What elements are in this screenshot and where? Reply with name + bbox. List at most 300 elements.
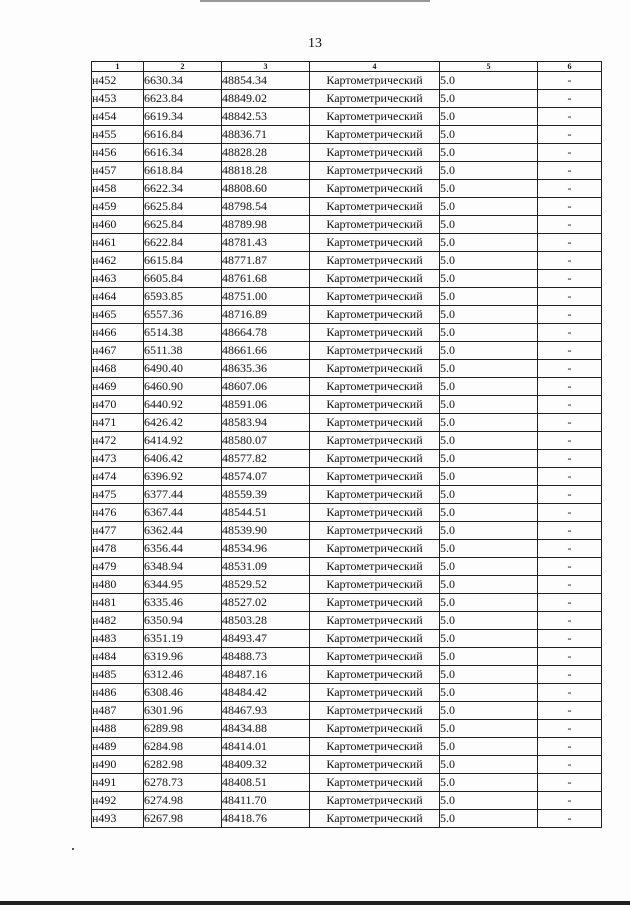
point-id-cell: н490 (92, 756, 144, 774)
method-cell: Картометрический (310, 90, 440, 108)
point-id-cell: н485 (92, 666, 144, 684)
scan-speck (72, 848, 74, 850)
y-coordinate-cell: 48716.89 (222, 306, 310, 324)
column-header: 4 (310, 62, 440, 72)
method-cell: Картометрический (310, 540, 440, 558)
x-coordinate-cell: 6593.85 (144, 288, 222, 306)
table-row (92, 810, 602, 828)
note-cell: - (538, 72, 602, 90)
y-coordinate-cell: 48488.73 (222, 648, 310, 666)
method-cell: Картометрический (310, 648, 440, 666)
note-cell: - (538, 162, 602, 180)
table-row (92, 594, 602, 612)
point-id-cell: н455 (92, 126, 144, 144)
accuracy-cell: 5.0 (440, 396, 538, 414)
table-row (92, 216, 602, 234)
note-cell: - (538, 486, 602, 504)
y-coordinate-cell: 48559.39 (222, 486, 310, 504)
x-coordinate-cell: 6619.34 (144, 108, 222, 126)
x-coordinate-cell: 6284.98 (144, 738, 222, 756)
table-row (92, 162, 602, 180)
x-coordinate-cell: 6622.84 (144, 234, 222, 252)
y-coordinate-cell: 48408.51 (222, 774, 310, 792)
method-cell: Картометрический (310, 522, 440, 540)
note-cell: - (538, 270, 602, 288)
accuracy-cell: 5.0 (440, 756, 538, 774)
accuracy-cell: 5.0 (440, 162, 538, 180)
point-id-cell: н452 (92, 72, 144, 90)
x-coordinate-cell: 6351.19 (144, 630, 222, 648)
accuracy-cell: 5.0 (440, 342, 538, 360)
table-row (92, 288, 602, 306)
point-id-cell: н488 (92, 720, 144, 738)
note-cell: - (538, 144, 602, 162)
note-cell: - (538, 522, 602, 540)
x-coordinate-cell: 6630.34 (144, 72, 222, 90)
point-id-cell: н460 (92, 216, 144, 234)
y-coordinate-cell: 48661.66 (222, 342, 310, 360)
y-coordinate-cell: 48781.43 (222, 234, 310, 252)
method-cell: Картометрический (310, 414, 440, 432)
method-cell: Картометрический (310, 702, 440, 720)
method-cell: Картометрический (310, 396, 440, 414)
accuracy-cell: 5.0 (440, 450, 538, 468)
y-coordinate-cell: 48798.54 (222, 198, 310, 216)
y-coordinate-cell: 48789.98 (222, 216, 310, 234)
x-coordinate-cell: 6511.38 (144, 342, 222, 360)
note-cell: - (538, 504, 602, 522)
accuracy-cell: 5.0 (440, 558, 538, 576)
note-cell: - (538, 612, 602, 630)
method-cell: Картометрический (310, 432, 440, 450)
method-cell: Картометрический (310, 72, 440, 90)
method-cell: Картометрический (310, 252, 440, 270)
note-cell: - (538, 558, 602, 576)
x-coordinate-cell: 6312.46 (144, 666, 222, 684)
x-coordinate-cell: 6618.84 (144, 162, 222, 180)
point-id-cell: н492 (92, 792, 144, 810)
x-coordinate-cell: 6623.84 (144, 90, 222, 108)
table-row (92, 144, 602, 162)
table-row (92, 450, 602, 468)
accuracy-cell: 5.0 (440, 306, 538, 324)
table-row (92, 72, 602, 90)
point-id-cell: н482 (92, 612, 144, 630)
point-id-cell: н489 (92, 738, 144, 756)
method-cell: Картометрический (310, 108, 440, 126)
y-coordinate-cell: 48761.68 (222, 270, 310, 288)
table-row (92, 504, 602, 522)
y-coordinate-cell: 48818.28 (222, 162, 310, 180)
table-row (92, 252, 602, 270)
note-cell: - (538, 468, 602, 486)
note-cell: - (538, 810, 602, 828)
point-id-cell: н484 (92, 648, 144, 666)
point-id-cell: н478 (92, 540, 144, 558)
x-coordinate-cell: 6557.36 (144, 306, 222, 324)
accuracy-cell: 5.0 (440, 522, 538, 540)
table-row (92, 378, 602, 396)
y-coordinate-cell: 48414.01 (222, 738, 310, 756)
note-cell: - (538, 306, 602, 324)
x-coordinate-cell: 6377.44 (144, 486, 222, 504)
accuracy-cell: 5.0 (440, 288, 538, 306)
note-cell: - (538, 450, 602, 468)
note-cell: - (538, 342, 602, 360)
accuracy-cell: 5.0 (440, 576, 538, 594)
accuracy-cell: 5.0 (440, 324, 538, 342)
method-cell: Картометрический (310, 288, 440, 306)
y-coordinate-cell: 48527.02 (222, 594, 310, 612)
point-id-cell: н471 (92, 414, 144, 432)
method-cell: Картометрический (310, 612, 440, 630)
scan-bottom-edge-bar (0, 901, 630, 905)
method-cell: Картометрический (310, 126, 440, 144)
table-row (92, 360, 602, 378)
x-coordinate-cell: 6414.92 (144, 432, 222, 450)
accuracy-cell: 5.0 (440, 774, 538, 792)
note-cell: - (538, 216, 602, 234)
accuracy-cell: 5.0 (440, 810, 538, 828)
x-coordinate-cell: 6344.95 (144, 576, 222, 594)
table-row (92, 108, 602, 126)
accuracy-cell: 5.0 (440, 684, 538, 702)
accuracy-cell: 5.0 (440, 432, 538, 450)
accuracy-cell: 5.0 (440, 630, 538, 648)
method-cell: Картометрический (310, 774, 440, 792)
point-id-cell: н481 (92, 594, 144, 612)
note-cell: - (538, 792, 602, 810)
table-row (92, 414, 602, 432)
coordinates-table (91, 61, 602, 828)
note-cell: - (538, 756, 602, 774)
table-row (92, 90, 602, 108)
note-cell: - (538, 702, 602, 720)
method-cell: Картометрический (310, 324, 440, 342)
note-cell: - (538, 576, 602, 594)
method-cell: Картометрический (310, 216, 440, 234)
y-coordinate-cell: 48544.51 (222, 504, 310, 522)
y-coordinate-cell: 48418.76 (222, 810, 310, 828)
method-cell: Картометрический (310, 558, 440, 576)
point-id-cell: н457 (92, 162, 144, 180)
method-cell: Картометрический (310, 234, 440, 252)
x-coordinate-cell: 6289.98 (144, 720, 222, 738)
table-row (92, 540, 602, 558)
y-coordinate-cell: 48854.34 (222, 72, 310, 90)
method-cell: Картометрический (310, 468, 440, 486)
column-header: 6 (538, 62, 602, 72)
x-coordinate-cell: 6426.42 (144, 414, 222, 432)
x-coordinate-cell: 6274.98 (144, 792, 222, 810)
y-coordinate-cell: 48842.53 (222, 108, 310, 126)
accuracy-cell: 5.0 (440, 702, 538, 720)
point-id-cell: н461 (92, 234, 144, 252)
table-header-row (92, 62, 602, 72)
method-cell: Картометрический (310, 576, 440, 594)
point-id-cell: н463 (92, 270, 144, 288)
point-id-cell: н454 (92, 108, 144, 126)
point-id-cell: н476 (92, 504, 144, 522)
y-coordinate-cell: 48580.07 (222, 432, 310, 450)
accuracy-cell: 5.0 (440, 504, 538, 522)
method-cell: Картометрический (310, 270, 440, 288)
accuracy-cell: 5.0 (440, 216, 538, 234)
column-header: 5 (440, 62, 538, 72)
scan-top-edge-line (200, 0, 430, 2)
table-row (92, 234, 602, 252)
table-row (92, 522, 602, 540)
table-row (92, 630, 602, 648)
x-coordinate-cell: 6282.98 (144, 756, 222, 774)
method-cell: Картометрический (310, 810, 440, 828)
x-coordinate-cell: 6348.94 (144, 558, 222, 576)
point-id-cell: н475 (92, 486, 144, 504)
table-row (92, 432, 602, 450)
accuracy-cell: 5.0 (440, 198, 538, 216)
table-row (92, 792, 602, 810)
x-coordinate-cell: 6616.34 (144, 144, 222, 162)
note-cell: - (538, 288, 602, 306)
x-coordinate-cell: 6356.44 (144, 540, 222, 558)
accuracy-cell: 5.0 (440, 126, 538, 144)
x-coordinate-cell: 6622.34 (144, 180, 222, 198)
column-header: 2 (144, 62, 222, 72)
point-id-cell: н464 (92, 288, 144, 306)
table-row (92, 126, 602, 144)
x-coordinate-cell: 6605.84 (144, 270, 222, 288)
table-row (92, 702, 602, 720)
y-coordinate-cell: 48484.42 (222, 684, 310, 702)
note-cell: - (538, 198, 602, 216)
y-coordinate-cell: 48607.06 (222, 378, 310, 396)
table-row (92, 738, 602, 756)
method-cell: Картометрический (310, 738, 440, 756)
accuracy-cell: 5.0 (440, 108, 538, 126)
method-cell: Картометрический (310, 486, 440, 504)
column-header: 3 (222, 62, 310, 72)
accuracy-cell: 5.0 (440, 612, 538, 630)
table-row (92, 270, 602, 288)
method-cell: Картометрический (310, 630, 440, 648)
x-coordinate-cell: 6319.96 (144, 648, 222, 666)
table-row (92, 342, 602, 360)
note-cell: - (538, 720, 602, 738)
accuracy-cell: 5.0 (440, 360, 538, 378)
accuracy-cell: 5.0 (440, 234, 538, 252)
method-cell: Картометрический (310, 306, 440, 324)
table-row (92, 180, 602, 198)
y-coordinate-cell: 48836.71 (222, 126, 310, 144)
accuracy-cell: 5.0 (440, 414, 538, 432)
table-row (92, 576, 602, 594)
y-coordinate-cell: 48577.82 (222, 450, 310, 468)
accuracy-cell: 5.0 (440, 540, 538, 558)
accuracy-cell: 5.0 (440, 378, 538, 396)
note-cell: - (538, 648, 602, 666)
table-row (92, 666, 602, 684)
accuracy-cell: 5.0 (440, 144, 538, 162)
method-cell: Картометрический (310, 144, 440, 162)
accuracy-cell: 5.0 (440, 792, 538, 810)
table-row (92, 648, 602, 666)
point-id-cell: н477 (92, 522, 144, 540)
x-coordinate-cell: 6616.84 (144, 126, 222, 144)
page-number: 13 (308, 36, 322, 51)
method-cell: Картометрический (310, 594, 440, 612)
point-id-cell: н474 (92, 468, 144, 486)
point-id-cell: н466 (92, 324, 144, 342)
note-cell: - (538, 396, 602, 414)
x-coordinate-cell: 6362.44 (144, 522, 222, 540)
point-id-cell: н486 (92, 684, 144, 702)
x-coordinate-cell: 6460.90 (144, 378, 222, 396)
note-cell: - (538, 414, 602, 432)
method-cell: Картометрический (310, 684, 440, 702)
x-coordinate-cell: 6396.92 (144, 468, 222, 486)
accuracy-cell: 5.0 (440, 594, 538, 612)
note-cell: - (538, 180, 602, 198)
x-coordinate-cell: 6406.42 (144, 450, 222, 468)
table-row (92, 486, 602, 504)
point-id-cell: н453 (92, 90, 144, 108)
note-cell: - (538, 108, 602, 126)
y-coordinate-cell: 48771.87 (222, 252, 310, 270)
accuracy-cell: 5.0 (440, 180, 538, 198)
point-id-cell: н470 (92, 396, 144, 414)
accuracy-cell: 5.0 (440, 720, 538, 738)
point-id-cell: н487 (92, 702, 144, 720)
note-cell: - (538, 540, 602, 558)
note-cell: - (538, 630, 602, 648)
note-cell: - (538, 324, 602, 342)
y-coordinate-cell: 48583.94 (222, 414, 310, 432)
y-coordinate-cell: 48503.28 (222, 612, 310, 630)
x-coordinate-cell: 6514.38 (144, 324, 222, 342)
method-cell: Картометрический (310, 720, 440, 738)
y-coordinate-cell: 48591.06 (222, 396, 310, 414)
accuracy-cell: 5.0 (440, 666, 538, 684)
method-cell: Картометрический (310, 378, 440, 396)
method-cell: Картометрический (310, 198, 440, 216)
method-cell: Картометрический (310, 162, 440, 180)
x-coordinate-cell: 6625.84 (144, 216, 222, 234)
note-cell: - (538, 432, 602, 450)
note-cell: - (538, 684, 602, 702)
accuracy-cell: 5.0 (440, 72, 538, 90)
table-row (92, 612, 602, 630)
table-row (92, 756, 602, 774)
table-row (92, 396, 602, 414)
x-coordinate-cell: 6301.96 (144, 702, 222, 720)
note-cell: - (538, 90, 602, 108)
method-cell: Картометрический (310, 666, 440, 684)
point-id-cell: н465 (92, 306, 144, 324)
point-id-cell: н483 (92, 630, 144, 648)
y-coordinate-cell: 48808.60 (222, 180, 310, 198)
y-coordinate-cell: 48664.78 (222, 324, 310, 342)
method-cell: Картометрический (310, 342, 440, 360)
point-id-cell: н469 (92, 378, 144, 396)
accuracy-cell: 5.0 (440, 648, 538, 666)
y-coordinate-cell: 48493.47 (222, 630, 310, 648)
x-coordinate-cell: 6267.98 (144, 810, 222, 828)
point-id-cell: н493 (92, 810, 144, 828)
point-id-cell: н472 (92, 432, 144, 450)
y-coordinate-cell: 48434.88 (222, 720, 310, 738)
table-row (92, 324, 602, 342)
y-coordinate-cell: 48487.16 (222, 666, 310, 684)
table-row (92, 720, 602, 738)
y-coordinate-cell: 48409.32 (222, 756, 310, 774)
point-id-cell: н491 (92, 774, 144, 792)
y-coordinate-cell: 48849.02 (222, 90, 310, 108)
method-cell: Картометрический (310, 180, 440, 198)
x-coordinate-cell: 6278.73 (144, 774, 222, 792)
note-cell: - (538, 360, 602, 378)
table-row (92, 198, 602, 216)
note-cell: - (538, 126, 602, 144)
y-coordinate-cell: 48539.90 (222, 522, 310, 540)
x-coordinate-cell: 6490.40 (144, 360, 222, 378)
note-cell: - (538, 666, 602, 684)
point-id-cell: н458 (92, 180, 144, 198)
y-coordinate-cell: 48534.96 (222, 540, 310, 558)
y-coordinate-cell: 48574.07 (222, 468, 310, 486)
table-row (92, 306, 602, 324)
y-coordinate-cell: 48467.93 (222, 702, 310, 720)
method-cell: Картометрический (310, 792, 440, 810)
point-id-cell: н473 (92, 450, 144, 468)
point-id-cell: н462 (92, 252, 144, 270)
point-id-cell: н480 (92, 576, 144, 594)
accuracy-cell: 5.0 (440, 270, 538, 288)
accuracy-cell: 5.0 (440, 738, 538, 756)
method-cell: Картометрический (310, 756, 440, 774)
y-coordinate-cell: 48411.70 (222, 792, 310, 810)
x-coordinate-cell: 6615.84 (144, 252, 222, 270)
method-cell: Картометрический (310, 504, 440, 522)
point-id-cell: н467 (92, 342, 144, 360)
accuracy-cell: 5.0 (440, 252, 538, 270)
x-coordinate-cell: 6308.46 (144, 684, 222, 702)
note-cell: - (538, 774, 602, 792)
method-cell: Картометрический (310, 360, 440, 378)
y-coordinate-cell: 48751.00 (222, 288, 310, 306)
column-header: 1 (92, 62, 144, 72)
y-coordinate-cell: 48531.09 (222, 558, 310, 576)
y-coordinate-cell: 48828.28 (222, 144, 310, 162)
y-coordinate-cell: 48635.36 (222, 360, 310, 378)
point-id-cell: н456 (92, 144, 144, 162)
method-cell: Картометрический (310, 450, 440, 468)
x-coordinate-cell: 6335.46 (144, 594, 222, 612)
point-id-cell: н459 (92, 198, 144, 216)
point-id-cell: н468 (92, 360, 144, 378)
x-coordinate-cell: 6625.84 (144, 198, 222, 216)
note-cell: - (538, 234, 602, 252)
accuracy-cell: 5.0 (440, 90, 538, 108)
table-row (92, 558, 602, 576)
table-body (92, 72, 602, 828)
note-cell: - (538, 594, 602, 612)
y-coordinate-cell: 48529.52 (222, 576, 310, 594)
table-row (92, 468, 602, 486)
accuracy-cell: 5.0 (440, 486, 538, 504)
point-id-cell: н479 (92, 558, 144, 576)
note-cell: - (538, 738, 602, 756)
x-coordinate-cell: 6350.94 (144, 612, 222, 630)
